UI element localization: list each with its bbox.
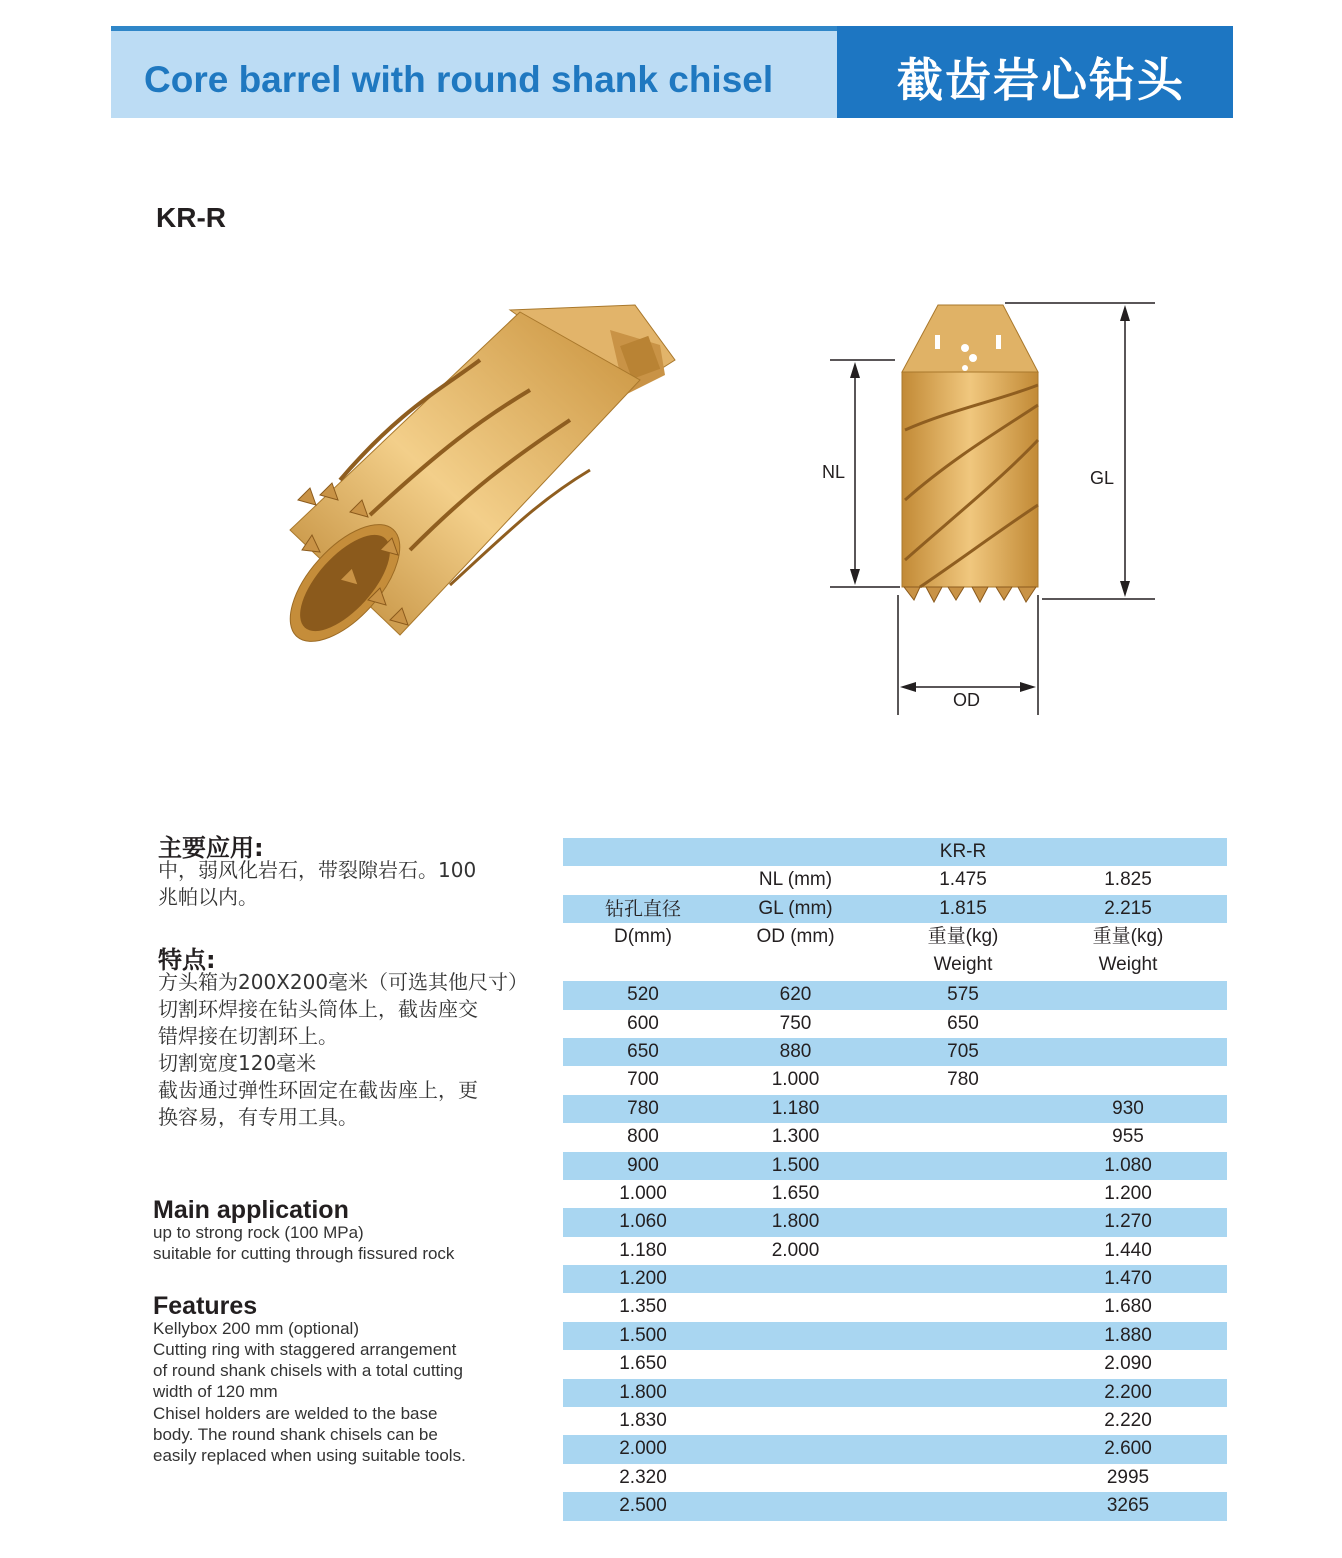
od-cell (733, 1435, 858, 1463)
cn-application-line: 中，弱风化岩石，带裂隙岩石。100 (158, 858, 477, 882)
weight-b-cell: 2.600 (1104, 1438, 1152, 1460)
table-row (563, 1435, 1227, 1463)
weight-b-cell: 2.220 (1104, 1410, 1152, 1432)
table-body (563, 981, 1227, 1520)
banner-title-en: Core barrel with round shank chisel (144, 59, 774, 100)
d-cell: 1.060 (619, 1211, 667, 1233)
table-row (563, 1152, 1227, 1180)
table-title: KR-R (939, 841, 987, 862)
table-row (563, 1407, 1227, 1435)
cn-features-line: 方头箱为200X200毫米（可选其他尺寸） (158, 970, 529, 994)
weight-a-cell: 575 (947, 984, 979, 1006)
weight-a-cell (898, 1379, 1028, 1407)
weight-b-cell: 1.440 (1104, 1239, 1152, 1261)
table-row (563, 1379, 1227, 1407)
weight-cn-label-a: 重量(kg) (927, 926, 999, 948)
d-cell: 1.000 (619, 1182, 667, 1204)
en-features-line: of round shank chisels with a total cutting (153, 1361, 463, 1380)
en-features-line: Cutting ring with staggered arrangement (153, 1340, 457, 1359)
weight-a-cell (898, 1095, 1028, 1123)
en-features-line: easily replaced when using suitable tools. (153, 1446, 466, 1465)
nl-value-b: 1.825 (1104, 869, 1152, 891)
d-cell: 1.180 (619, 1239, 667, 1261)
cn-features-line: 截齿通过弹性环固定在截齿座上，更 (158, 1078, 478, 1102)
d-cell: 800 (627, 1126, 659, 1148)
weight-b-cell (1058, 1010, 1198, 1038)
od-cell (733, 1322, 858, 1350)
d-cell: 1.500 (619, 1324, 667, 1346)
weight-a-cell (898, 1322, 1028, 1350)
weight-b-cell: 1.270 (1104, 1211, 1152, 1233)
cn-features-line: 换容易，有专用工具。 (158, 1105, 358, 1129)
weight-a-cell (898, 1492, 1028, 1520)
weight-b-cell: 2.200 (1104, 1381, 1152, 1403)
table-row (563, 1350, 1227, 1378)
weight-b-cell: 930 (1112, 1097, 1144, 1119)
od-cell: 1.300 (771, 1126, 820, 1148)
nl-dimension-label: NL (822, 462, 846, 482)
banner-title-cn: 截齿岩心钻头 (897, 53, 1185, 107)
table-row (563, 1322, 1227, 1350)
banner-english-panel (111, 26, 837, 118)
weight-a-cell (898, 1265, 1028, 1293)
od-cell: 1.800 (771, 1211, 820, 1233)
od-cell (733, 1492, 858, 1520)
od-cell (733, 1265, 858, 1293)
d-cell: 900 (627, 1154, 659, 1176)
weight-a-cell (898, 1152, 1028, 1180)
nl-label: NL (mm) (758, 869, 833, 891)
table-title-row (563, 838, 1227, 866)
cn-features-heading: 特点: (158, 946, 216, 974)
weight-a-cell (898, 1237, 1028, 1265)
weight-b-cell: 1.680 (1104, 1296, 1152, 1318)
od-cell (733, 1379, 858, 1407)
d-cell: 700 (627, 1069, 659, 1091)
d-cell: 2.500 (619, 1495, 667, 1517)
weight-a-cell (898, 1435, 1028, 1463)
en-application-line: up to strong rock (100 MPa) (153, 1223, 364, 1242)
en-application-heading: Main application (153, 1196, 349, 1224)
weight-en-label-b: Weight (1098, 954, 1158, 976)
od-cell (733, 1407, 858, 1435)
weight-b-cell: 2995 (1106, 1466, 1150, 1488)
od-dimension-label: OD (953, 690, 980, 710)
nl-value-a: 1.475 (939, 869, 987, 891)
d-cell: 520 (627, 984, 659, 1006)
weight-a-cell (898, 1123, 1028, 1151)
cn-features-line: 错焊接在切割环上。 (158, 1024, 338, 1048)
weight-b-cell: 1.880 (1104, 1324, 1152, 1346)
cn-application-line: 兆帕以内。 (158, 885, 258, 909)
weight-a-cell: 650 (947, 1012, 979, 1034)
weight-b-cell (1058, 1038, 1198, 1066)
table-row (563, 1492, 1227, 1520)
table-row (563, 1237, 1227, 1265)
model-title: KR-R (156, 202, 226, 233)
weight-a-cell (898, 1407, 1028, 1435)
d-label: D(mm) (613, 926, 673, 948)
table-nl-row (563, 866, 1227, 894)
weight-b-cell: 1.200 (1104, 1182, 1152, 1204)
en-application-line: suitable for cutting through fissured rock (153, 1244, 455, 1263)
d-cell: 780 (627, 1097, 659, 1119)
od-cell (733, 1293, 858, 1321)
cn-application-heading: 主要应用: (158, 834, 264, 862)
od-cell: 880 (779, 1040, 812, 1062)
weight-b-cell: 1.080 (1104, 1154, 1152, 1176)
table-row (563, 1038, 1227, 1066)
table-row (563, 1208, 1227, 1236)
cn-features-line: 切割宽度120毫米 (158, 1051, 317, 1075)
od-label: OD (mm) (756, 926, 835, 948)
weight-b-cell (1058, 981, 1198, 1009)
od-cell: 1.000 (771, 1069, 820, 1091)
od-cell (733, 1464, 858, 1492)
header-banner (111, 26, 1233, 118)
d-cell: 2.320 (619, 1466, 667, 1488)
weight-a-cell: 780 (947, 1069, 979, 1091)
en-features-line: width of 120 mm (153, 1382, 278, 1401)
d-cell: 1.350 (619, 1296, 667, 1318)
en-features-line: Kellybox 200 mm (optional) (153, 1319, 359, 1338)
weight-a-cell (898, 1180, 1028, 1208)
weight-a-cell (898, 1350, 1028, 1378)
table-row (563, 1095, 1227, 1123)
od-cell: 2.000 (771, 1239, 820, 1261)
weight-a-cell (898, 1208, 1028, 1236)
cn-features-line: 切割环焊接在钻头筒体上，截齿座交 (158, 997, 478, 1021)
weight-b-cell (1058, 1066, 1198, 1094)
od-cell: 1.650 (771, 1182, 820, 1204)
table-header-row (563, 923, 1227, 981)
gl-value-b: 2.215 (1104, 897, 1152, 919)
d-cell: 1.830 (619, 1410, 667, 1432)
en-features-heading: Features (153, 1292, 258, 1320)
weight-cn-label-b: 重量(kg) (1092, 926, 1164, 948)
gl-label: GL (mm) (758, 897, 833, 919)
en-features-line: Chisel holders are welded to the base (153, 1404, 438, 1423)
weight-en-label-a: Weight (933, 954, 993, 976)
d-cell: 600 (627, 1012, 659, 1034)
d-cell: 1.650 (619, 1353, 667, 1375)
core-barrel-isometric-image (280, 300, 680, 645)
weight-a-cell: 705 (947, 1040, 979, 1062)
od-cell: 750 (779, 1012, 812, 1034)
weight-b-cell: 1.470 (1104, 1268, 1152, 1290)
d-cell: 1.800 (619, 1381, 667, 1403)
d-cell: 2.000 (619, 1438, 667, 1460)
core-barrel-dimension-drawing (810, 290, 1170, 720)
table-row (563, 1180, 1227, 1208)
table-row (563, 1123, 1227, 1151)
od-cell: 1.500 (771, 1154, 820, 1176)
gl-dimension-label: GL (1090, 468, 1115, 488)
table-row (563, 1010, 1227, 1038)
en-features-line: body. The round shank chisels can be (153, 1425, 438, 1444)
od-cell: 1.180 (771, 1097, 820, 1119)
drill-diameter-cn-label: 钻孔直径 (604, 897, 681, 920)
table-row (563, 981, 1227, 1009)
table-row (563, 1464, 1227, 1492)
od-cell (733, 1350, 858, 1378)
od-cell: 620 (779, 984, 812, 1006)
gl-value-a: 1.815 (939, 897, 987, 919)
table-row (563, 1265, 1227, 1293)
table-gl-row (563, 895, 1227, 923)
weight-a-cell (898, 1293, 1028, 1321)
weight-b-cell: 3265 (1106, 1495, 1150, 1517)
d-cell: 1.200 (619, 1268, 667, 1290)
weight-b-cell: 2.090 (1104, 1353, 1152, 1375)
table-row (563, 1293, 1227, 1321)
d-cell: 650 (627, 1040, 659, 1062)
banner-chinese-panel (837, 26, 1233, 118)
weight-b-cell: 955 (1112, 1126, 1144, 1148)
table-row (563, 1066, 1227, 1094)
weight-a-cell (898, 1464, 1028, 1492)
spec-table (563, 838, 1227, 1521)
